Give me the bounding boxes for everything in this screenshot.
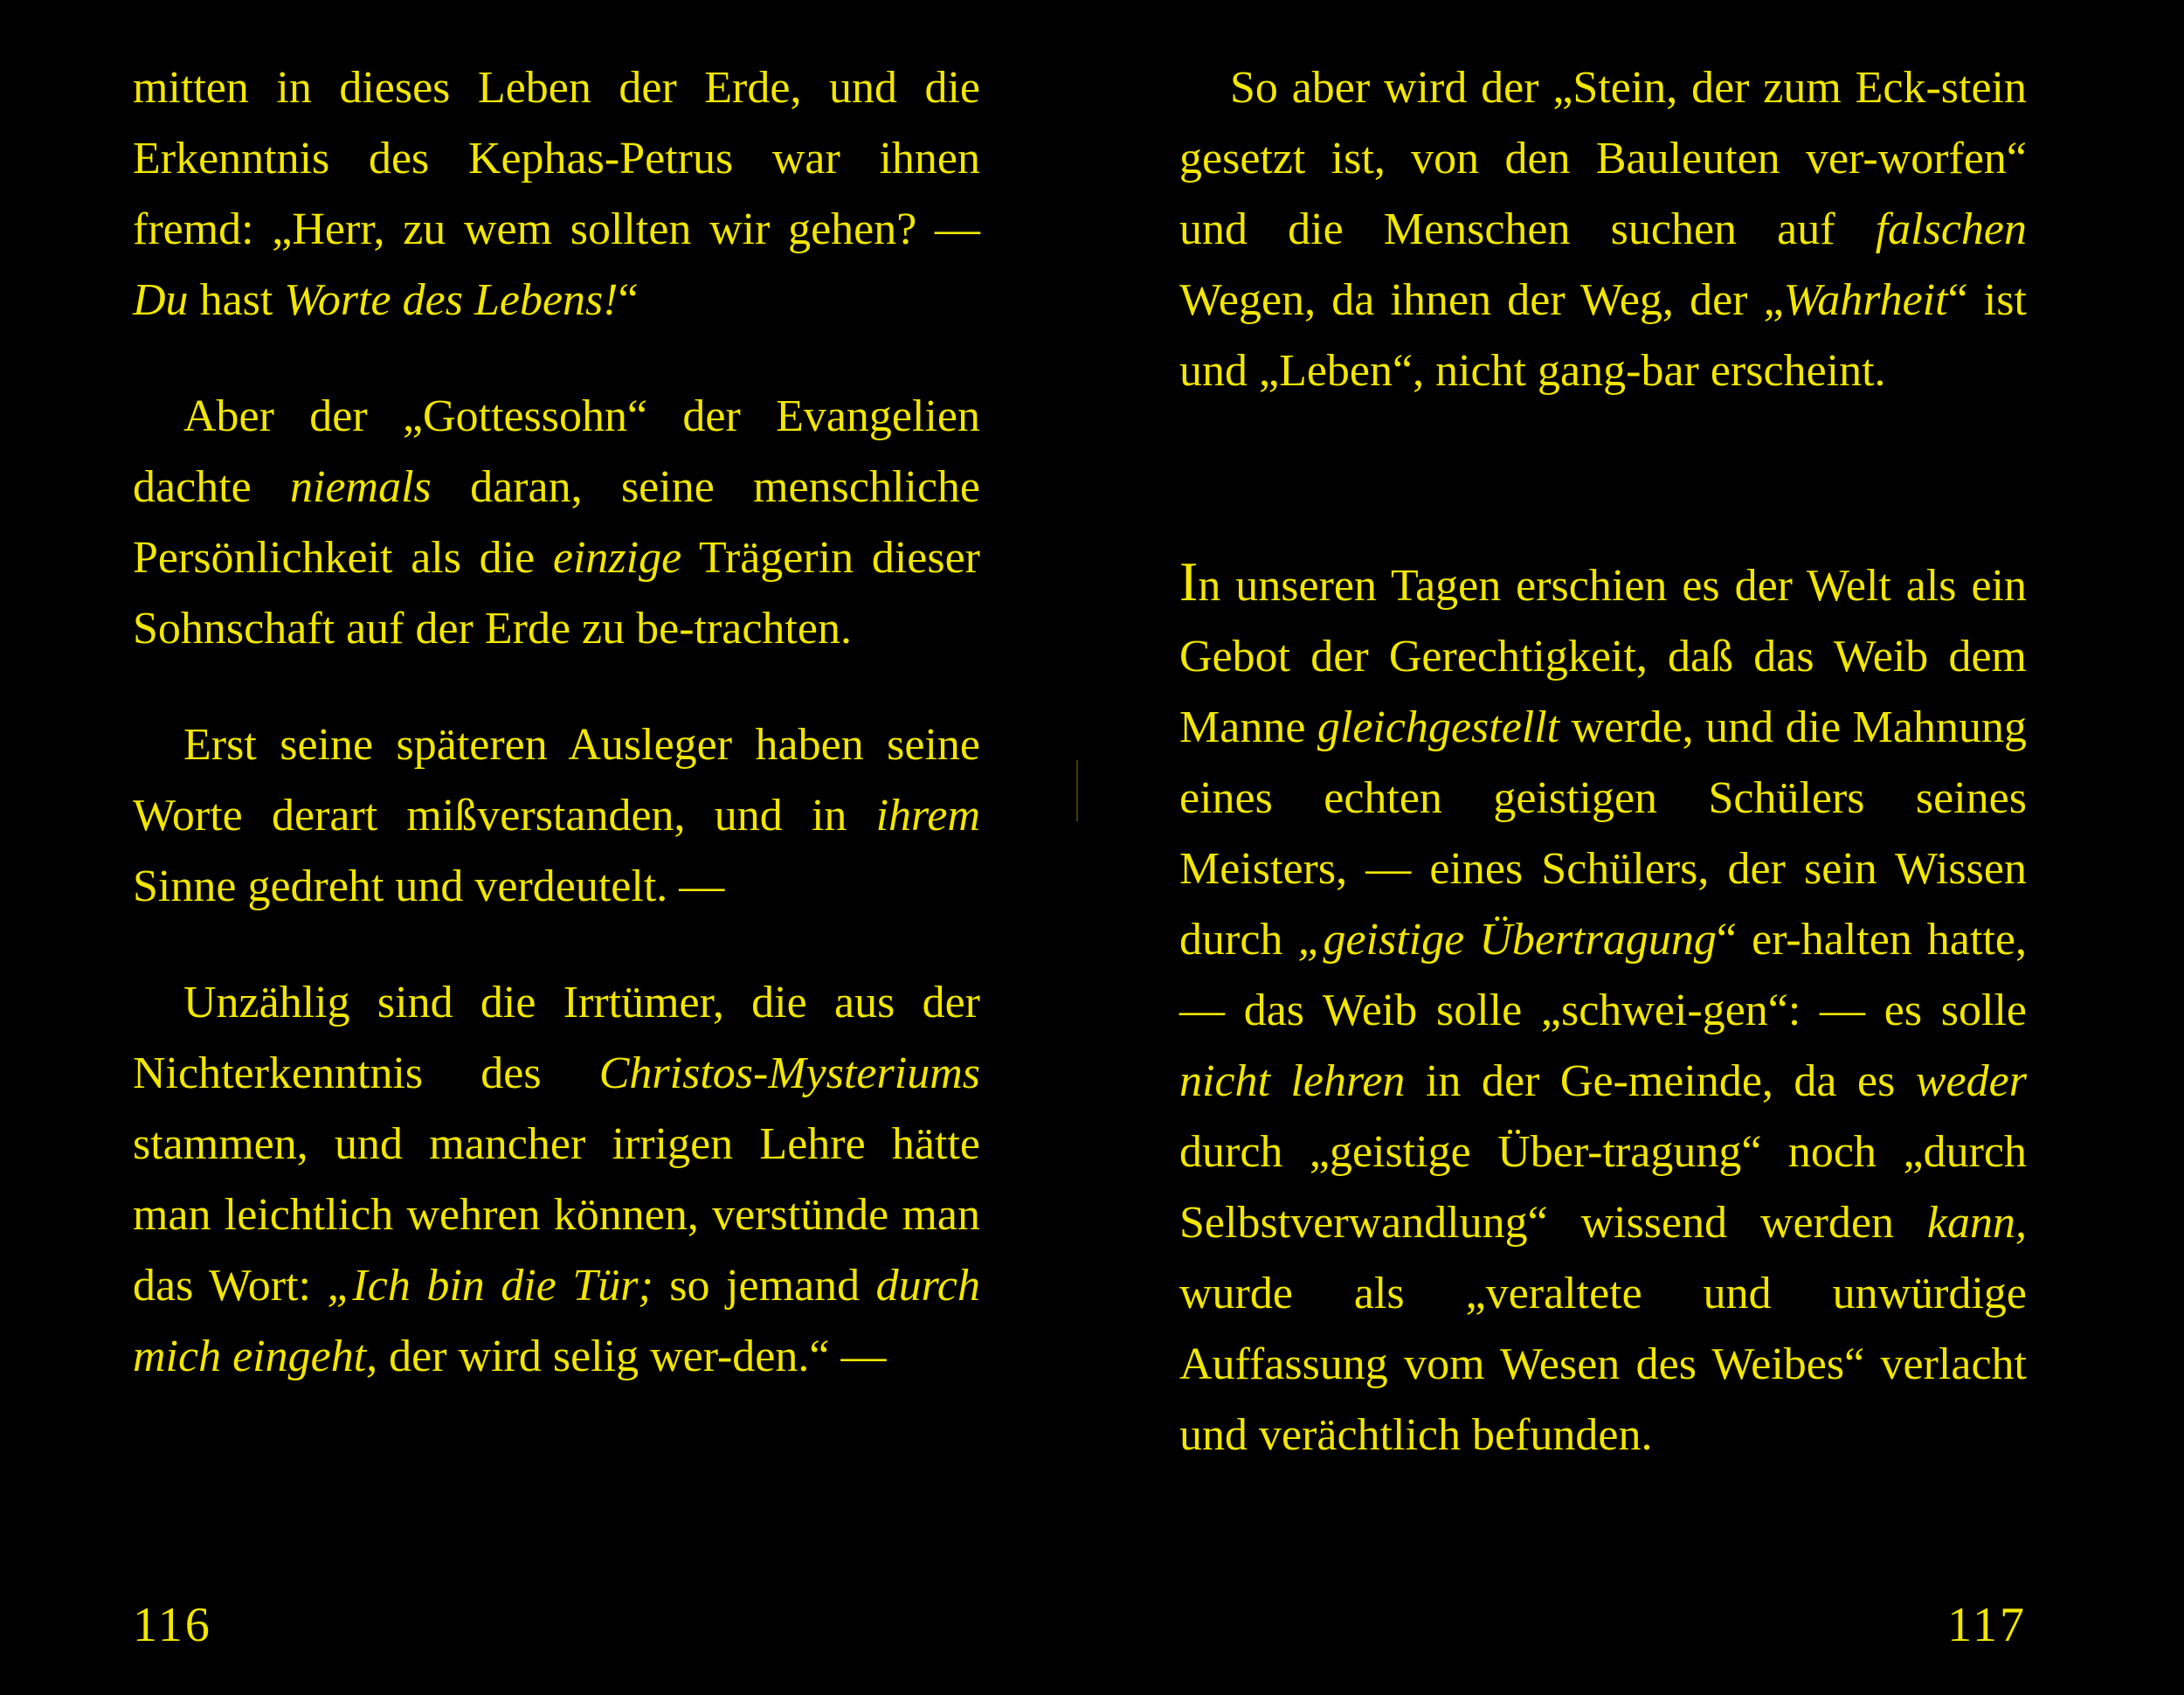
italic-run: Worte des Lebens! [284,275,619,325]
italic-run: nicht lehren [1179,1056,1406,1106]
text-run: wurde als „veraltete und unwürdige Auffassung vom Wesen des Weibes“ verlacht und verächtlich befunden. [1179,1269,2027,1460]
italic-run: weder [1915,1056,2028,1106]
italic-run: durch mich eingeht, [133,1261,980,1381]
left-paragraph-3 [133,709,980,922]
italic-run: Wahrheit [1783,275,1948,325]
text-run: “ er-halten hatte, — das Weib solle „schwei-gen“: — es solle [1179,915,2027,1035]
right-page [1179,52,2027,1643]
text-run: der wird selig wer-den.“ — [377,1332,887,1381]
text-run: daran, seine menschliche Persönlichkeit als die [133,462,981,583]
text-run: mitten in dieses Leben der Erde, und die Erkenntnis des Kephas-Petrus war ihnen fremd: „Herr, zu wem sollten wir gehen? — [133,63,980,254]
gutter-divider [1076,760,1078,821]
text-run: werde, und die Mahnung eines echten geistigen Schülers seines Meisters, — eines Schülers, der sein Wissen durch [1179,702,2027,965]
text-run: Sinne gedreht und verdeutelt. — [133,861,725,911]
italic-run: Christos-Mysteriums [598,1048,980,1098]
italic-run: „geistige Übertragung [1297,915,1717,965]
text-run: durch „geistige Über-tragung“ noch „durch Selbstverwandlung“ wissend werden [1179,1127,2027,1248]
left-page [133,52,980,1643]
italic-run: ihrem [875,791,980,841]
page-number-right: 117 [1947,1598,2027,1652]
italic-run: einzige [552,533,682,583]
right-paragraph-2 [1179,546,2027,1470]
italic-run: kann, [1926,1198,2027,1248]
text-run: So aber wird der „Stein, der zum Eck-stein gesetzt ist, von den Bauleuten ver-worfen“ und die Menschen suchen auf [1179,63,2027,254]
italic-run: niemals [290,462,432,512]
left-paragraph-2 [133,381,980,664]
text-run: stammen, und mancher irrigen Lehre hätte man leichtlich wehren können, verstünde man das Wort: [133,1119,980,1311]
text-run: “ ist und „Leben“, nicht gang-bar erscheint. [1179,275,2027,396]
italic-run: „Ich bin die Tür; [327,1261,653,1311]
text-run: Erst seine späteren Ausleger haben seine Worte derart mißverstanden, und in [133,720,980,841]
right-paragraph-1 [1179,52,2027,406]
text-run: in der Ge-meinde, da es [1405,1056,1916,1106]
text-run: In unseren Tagen erschien es der Welt als ein Gebot der Gerechtigkeit, daß das Weib dem Manne [1179,550,2027,752]
text-run: hast [188,275,285,325]
text-run: so jemand [653,1261,876,1311]
text-run: “ [618,275,639,325]
left-paragraph-4 [133,967,980,1392]
text-run: Unzählig sind die Irrtümer, die aus der Nichterkenntnis des [133,978,980,1098]
italic-run: gleichgestellt [1317,702,1560,752]
page-number-left: 116 [133,1598,212,1652]
text-run: Trägerin dieser Sohnschaft auf der Erde zu be-trachten. [133,533,980,654]
italic-run: falschen [1875,204,2027,254]
left-paragraph-1 [133,52,980,336]
italic-run: Du [133,275,189,325]
text-run: Aber der „Gottessohn“ der Evangelien dachte [133,391,980,512]
text-run: Wegen, da ihnen der Weg, der „ [1179,275,1784,325]
